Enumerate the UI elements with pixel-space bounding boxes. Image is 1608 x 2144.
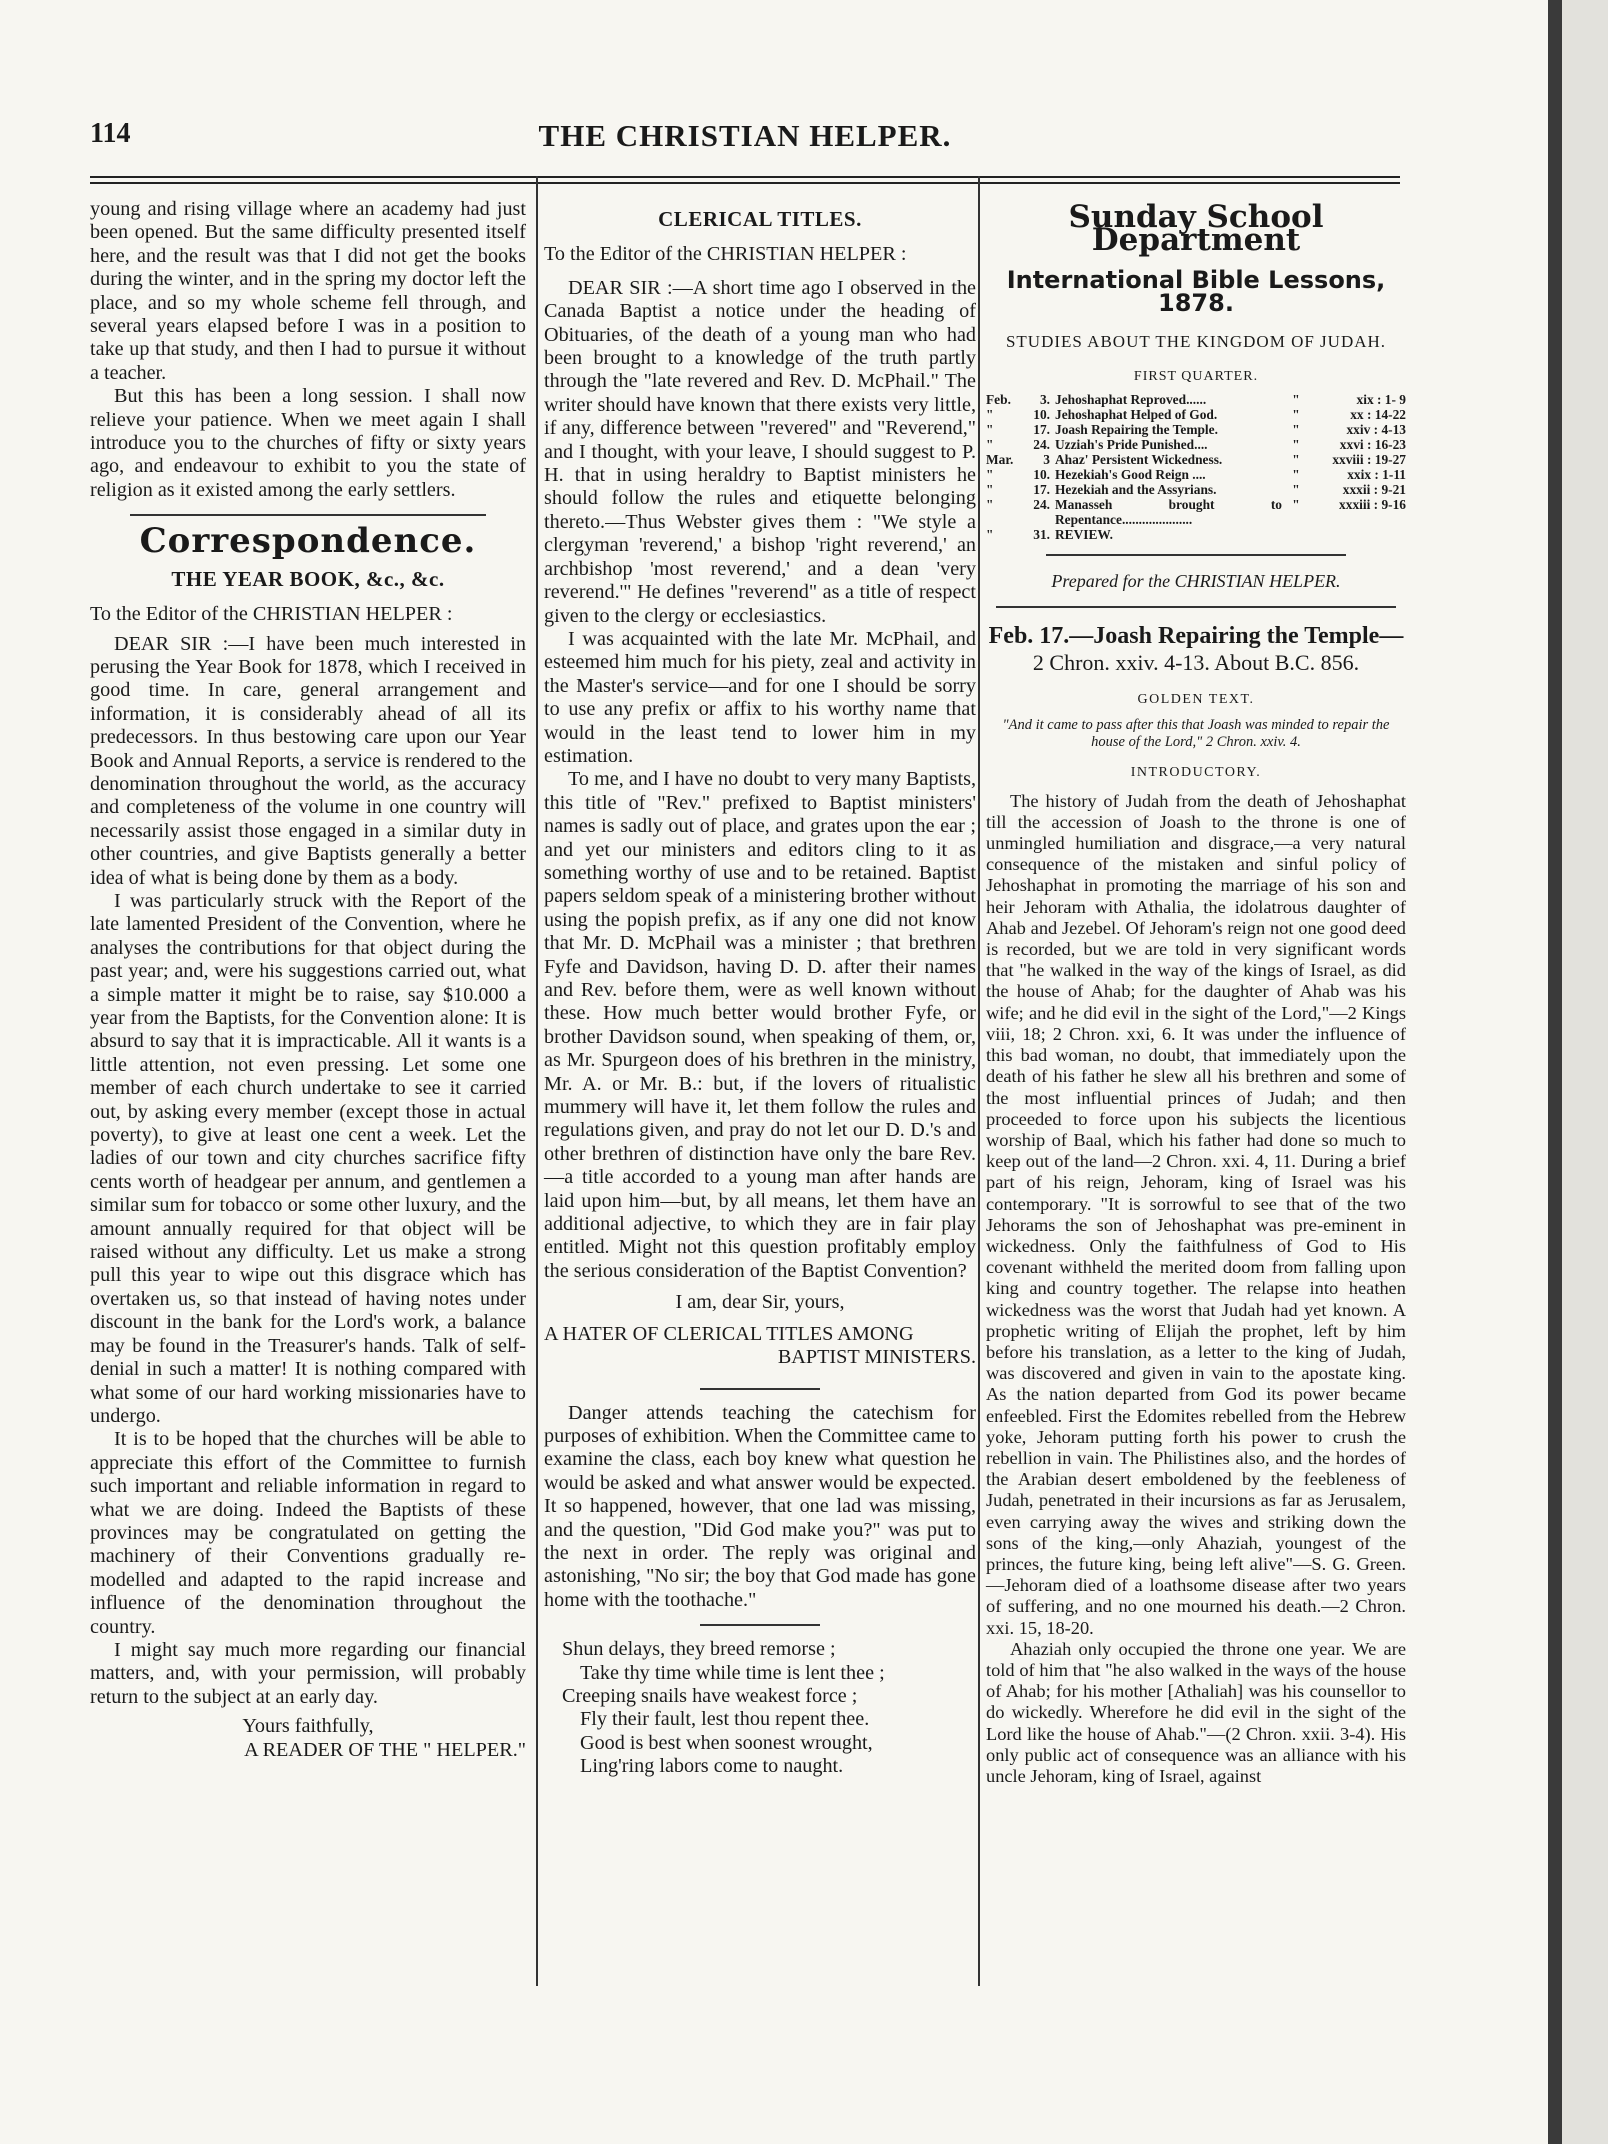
page-edge-shadow bbox=[1548, 0, 1562, 2144]
lesson-month: " bbox=[986, 437, 994, 453]
letter-signature-line2: BAPTIST MINISTERS. bbox=[777, 1346, 976, 1369]
lesson-month: Feb. bbox=[986, 392, 1011, 408]
lesson-day: 17. bbox=[1033, 422, 1050, 438]
continuation-paragraph: young and rising village where an academy had just been opened. But the same difficulty presented itself here, and the result was that I did not get the books during the winter, and in the spring my doctor left the place, and so my whole scheme fell through, and several years elapsed before I was in a position to take up that study, and then I had to pursue it without a teacher. bbox=[90, 198, 526, 384]
continuation-paragraph: But this has been a long session. I shall now relieve your patience. When we meet again I shall introduce you to the churches of fifty or sixty years ago, and endeavour to exhibit to you the state of religion as it existed among the early settlers. bbox=[90, 385, 526, 501]
lesson-ref: xxiv : 4-13 bbox=[1346, 422, 1406, 438]
lesson-q: " bbox=[1292, 452, 1300, 468]
column-3 bbox=[986, 198, 1406, 1787]
section-divider bbox=[1046, 554, 1346, 556]
lesson-month: " bbox=[986, 407, 994, 423]
lesson-ref: xxvi : 16-23 bbox=[1339, 437, 1406, 453]
letter-title: THE YEAR BOOK, &c., &c. bbox=[171, 566, 445, 591]
letter-closing: I am, dear Sir, yours, bbox=[675, 1291, 845, 1314]
poem-line: Creeping snails have weakest force ; bbox=[562, 1684, 858, 1707]
section-divider bbox=[996, 606, 1396, 608]
lesson-row bbox=[986, 527, 1406, 542]
lesson-day: 24. bbox=[1033, 437, 1050, 453]
lesson-q: " bbox=[1292, 407, 1300, 423]
lesson-title: Manasseh brought to Repentance..................... bbox=[1055, 497, 1282, 528]
lesson-month: " bbox=[986, 422, 994, 438]
lesson-day: 3 bbox=[1043, 452, 1050, 468]
lesson-row bbox=[986, 407, 1406, 422]
letter-closing: Yours faithfully, bbox=[242, 1715, 374, 1738]
letter-paragraph: I was acquainted with the late Mr. McPhail, and esteemed him much for his piety, zeal and activity in the Master's service—and for one I should be sorry to use any prefix or affix to his worthy name that would in the least tend to lower him in my estimation. bbox=[544, 627, 976, 767]
lesson-title: Jehoshaphat Reproved...... bbox=[1055, 392, 1207, 408]
letter-paragraph: To me, and I have no doubt to very many Baptists, this title of "Rev." prefixed to Baptist ministers' names is sadly out of place, and grates upon the ear ; and yet our ministers and editors cling to it as something worthy of use and to be retained. Baptist papers seldom speak of a ministering brother without using the popish prefix, as if any one did not know that Mr. D. McPhail was a minister ; that brethren Fyfe and Davidson, having D. D. after their names and Rev. before them, were as well known without these. How much better would brother Fyfe, or brother Davidson sound, when speaking of them, or, as Mr. Spurgeon does of his brethren in the ministry, Mr. A. or Mr. B.: but, if the lovers of ritualistic mummery will have it, let them follow the rules and regulations given, and pray do not let our D. D.'s and other brethren of distinction have only the bare Rev.—a title accorded to a young man after hands are laid upon him—but, by all means, let them have an additional adjective, to which they are in fair play entitled. Might not this question profitably employ the serious consideration of the Baptist Convention? bbox=[544, 768, 976, 1282]
column-1 bbox=[90, 198, 526, 1762]
lesson-month: " bbox=[986, 467, 994, 483]
lesson-month: " bbox=[986, 527, 994, 543]
letter-paragraph: DEAR SIR :—I have been much interested in perusing the Year Book for 1878, which I received in good time. In care, general arrangement and information, it is considerably ahead of all its predecessors. In thus bestowing care upon our Year Book and Annual Reports, a service is rendered to the denomination throughout the world, as the accuracy and completeness of the volume in one country will necessarily assist those engaged in a similar duty in other countries, and give Baptists generally a better idea of what is being done by them as a body. bbox=[90, 632, 526, 889]
column-divider-2 bbox=[978, 176, 980, 1986]
lesson-ref: xix : 1- 9 bbox=[1356, 392, 1406, 408]
golden-text-label: GOLDEN TEXT. bbox=[1137, 691, 1255, 707]
lesson-title: Uzziah's Pride Punished.... bbox=[1055, 437, 1208, 453]
lesson-paragraph: The history of Judah from the death of Jehoshaphat till the accession of Joash to the throne is one of unmingled humiliation and disgrace,—a very natural consequence of the mistaken and sinful policy of Jehoshaphat in promoting the marriage of his son and heir Jehoram with Athalia, the idolatrous daughter of Ahab and Jezebel. Of Jehoram's reign not one good deed is recorded, but we are told in very significant words that "he walked in the way of the kings of Israel, as did the house of Ahab; for the daughter of Ahab was his wife; and he did evil in the sight of the Lord,"—2 Kings viii, 18; 2 Chron. xxi, 6. It was under the influence of this bad woman, no doubt, that immediately upon the death of his father he slew all his brethren and some of the most influential princes of Judah; and then proceeded to force upon his subjects the licentious worship of Baal, which his father had done so much to keep out of the land—2 Chron. xxi. 4, 11. During a brief part of his reign, Jehoram, king of Israel was his contemporary. "It is sorrowful to see that of the two Jehorams the son of Jehoshaphat was pre-eminent in wickedness. Only the faithfulness of God to His covenant withheld the merited doom from falling upon king and country together. The relapse into heathen wickedness was the worst that Judah had yet known. A prophetic writing of Elijah the prophet, left by him before his translation, as a letter to the king of Judah, was discovered and given in vain to the apostate king. As the nation departed from God its power became enfeebled. First the Edomites rebelled from the Hebrew yoke, Jehoram putting forth his power to crush the rebellion in vain. The Philistines also, and the hordes of the Arabian desert emboldened by the feebleness of Judah, penetrated in their incursions as far as Jerusalem, even carrying away the wives and striking down the sons of the king,—only Ahaziah, youngest of the princes, the future king, being left alive"—S. G. Green.—Jehoram died of a loathsome disease after two years of suffering, and no one mourned his death.—2 Chron. xxi. 15, 18-20. bbox=[986, 790, 1406, 1638]
lesson-title: Joash Repairing the Temple. bbox=[1055, 422, 1218, 438]
lesson-month: " bbox=[986, 497, 994, 513]
lesson-day: 17. bbox=[1033, 482, 1050, 498]
poem-line: Take thy time while time is lent thee ; bbox=[580, 1661, 885, 1684]
lesson-q: " bbox=[1292, 437, 1300, 453]
letter-signature-line1: A HATER OF CLERICAL TITLES AMONG bbox=[544, 1322, 914, 1345]
section-divider bbox=[700, 1624, 820, 1626]
lesson-ref bbox=[1310, 527, 1406, 542]
scan-margin bbox=[1562, 0, 1608, 2144]
lesson-title: Hezekiah's Good Reign .... bbox=[1055, 467, 1206, 483]
lesson-title: REVIEW. bbox=[1055, 527, 1113, 543]
sunday-school-department-title: Sunday School Department bbox=[1068, 199, 1324, 259]
section-divider bbox=[700, 1388, 820, 1390]
lesson-q: " bbox=[1292, 497, 1300, 513]
lesson-q: " bbox=[1292, 482, 1300, 498]
golden-text: "And it came to pass after this that Joash was minded to repair the house of the Lord," 2 Chron. xxiv. 4. bbox=[1002, 717, 1390, 751]
letter-paragraph: I might say much more regarding our financial matters, and, with your permission, will probably return to the subject at an early day. bbox=[90, 1638, 526, 1708]
lesson-title: Ahaz' Persistent Wickedness. bbox=[1055, 452, 1223, 468]
lesson-reference: 2 Chron. xxiv. 4-13. About B.C. 856. bbox=[1032, 649, 1360, 675]
lesson-q: " bbox=[1292, 467, 1300, 483]
letter-paragraph: It is to be hoped that the churches will be able to appreciate this effort of the Committee to furnish such important and reliable information in regard to what we are doing. Indeed the Baptists of these provinces may be congratulated on getting the machinery of their Conventions gradually re-modelled and adapted to the rapid increase and influence of the denomination throughout the country. bbox=[90, 1428, 526, 1638]
lesson-row bbox=[986, 497, 1406, 527]
quarter-title: FIRST QUARTER. bbox=[1133, 369, 1259, 385]
lesson-q: " bbox=[1292, 422, 1300, 438]
lesson-month: Mar. bbox=[986, 452, 1014, 468]
lesson-day: 3. bbox=[1039, 392, 1050, 408]
letter-paragraph: DEAR SIR :—A short time ago I observed in the Canada Baptist a notice under the heading of Obituaries, of the death of a young man who had been brought to a knowledge of the truth partly through the "late revered and Rev. D. McPhail." The writer should have known that there exists very little, if any, difference between "revered" and "Reverend," and I thought, with your leave, I should suggest to P. H. that in using heraldry to Baptist ministers he should follow the rules and etiquette belonging thereto.—Thus Webster gives them : "We style a clergyman 'reverend,' a bishop 'right reverend,' an archbishop 'most reverend,' and a dean 'very reverend.'" He defines "reverend" as a title of respect given to the clergy or ecclesiastics. bbox=[544, 276, 976, 627]
studies-title: STUDIES ABOUT THE KINGDOM OF JUDAH. bbox=[1005, 331, 1387, 351]
lesson-heading: Feb. 17.—Joash Repairing the Temple— bbox=[988, 622, 1404, 649]
lessons-table bbox=[986, 392, 1406, 542]
letter-salutation: To the Editor of the CHRISTIAN HELPER : bbox=[544, 243, 907, 266]
correspondence-title: Correspondence. bbox=[139, 521, 477, 562]
lesson-title: Hezekiah and the Assyrians. bbox=[1055, 482, 1217, 498]
lesson-ref: xx : 14-22 bbox=[1350, 407, 1406, 423]
lesson-row bbox=[986, 467, 1406, 482]
lesson-day: 10. bbox=[1033, 407, 1050, 423]
column-2 bbox=[544, 198, 976, 1779]
clerical-titles-heading: CLERICAL TITLES. bbox=[658, 207, 862, 231]
lesson-day: 24. bbox=[1033, 497, 1050, 513]
letter-signature: A READER OF THE " HELPER." bbox=[244, 1738, 526, 1761]
lesson-row bbox=[986, 482, 1406, 497]
lesson-ref: xxix : 1-11 bbox=[1347, 467, 1406, 483]
poem-line: Shun delays, they breed remorse ; bbox=[562, 1638, 836, 1661]
lesson-title: Jehoshaphat Helped of God. bbox=[1055, 407, 1218, 423]
prepared-for: Prepared for the CHRISTIAN HELPER. bbox=[1051, 571, 1341, 592]
lesson-ref: xxxiii : 9-16 bbox=[1339, 497, 1406, 513]
poem-line: Ling'ring labors come to naught. bbox=[580, 1755, 844, 1778]
poem bbox=[544, 1638, 976, 1778]
poem-line: Good is best when soonest wrought, bbox=[580, 1731, 873, 1754]
header-rule-bottom bbox=[90, 182, 1400, 184]
header-rule-top bbox=[90, 176, 1400, 178]
page-header bbox=[90, 118, 1400, 158]
bible-lessons-title: International Bible Lessons, 1878. bbox=[1006, 265, 1386, 318]
lesson-row bbox=[986, 392, 1406, 407]
running-title: THE CHRISTIAN HELPER. bbox=[538, 118, 952, 153]
lesson-row bbox=[986, 422, 1406, 437]
section-divider bbox=[130, 514, 486, 516]
lesson-q bbox=[1282, 527, 1310, 542]
lesson-row bbox=[986, 452, 1406, 467]
lesson-ref: xxxii : 9-21 bbox=[1342, 482, 1406, 498]
lesson-month: " bbox=[986, 482, 994, 498]
catechism-anecdote: Danger attends teaching the catechism for purposes of exhibition. When the Committee came to examine the class, each boy knew what question he would be asked and what answer would be expected. It so happened, however, that one lad was missing, and the question, "Did God make you?" was put to the next in order. The reply was original and astonishing, "No sir; the boy that God made has gone home with the toothache." bbox=[544, 1401, 976, 1611]
lesson-day: 10. bbox=[1033, 467, 1050, 483]
letter-paragraph: I was particularly struck with the Report of the late lamented President of the Convention, where he analyses the contributions for that object during the past year; and, were his suggestions carried out, what a simple matter it might be to raise, say $10.000 a year from the Baptists, for the Convention alone: It is absurd to say that it is impracticable. All it wants is a little attention, not even pressing. Let some one member of each church undertake to see it carried out, by asking every member (except those in actual poverty), to give at least one cent a week. Let the ladies of our town and city churches sacrifice fifty cents worth of headgear per annum, and gentlemen a similar sum for tobacco or some other luxury, and the amount annually required for that object will be raised without any difficulty. Let us make a strong pull this year to wipe out this disgrace which has overtaken us, so that instead of having notes under discount in the bank for the Lord's work, a balance may be found in the Treasurer's hands. Talk of self-denial in such a matter! It is nothing compared with what some of our hard working missionaries have to undergo. bbox=[90, 889, 526, 1427]
lesson-q: " bbox=[1292, 392, 1300, 408]
introductory-label: INTRODUCTORY. bbox=[1130, 765, 1262, 781]
poem-line: Fly their fault, lest thou repent thee. bbox=[580, 1708, 870, 1731]
letter-salutation: To the Editor of the CHRISTIAN HELPER : bbox=[90, 603, 453, 626]
lesson-paragraph: Ahaziah only occupied the throne one year. We are told of him that "he also walked in the ways of the house of Ahab; for his mother [Athaliah] was his counsellor to do wickedly. Wherefore he did evil in the sight of the Lord like the house of Ahab."—(2 Chron. xxii. 3-4). His only public act of consequence was an alliance with his uncle Jehoram, king of Israel, against bbox=[986, 1638, 1406, 1786]
lesson-day: 31. bbox=[1033, 527, 1050, 543]
page-number: 114 bbox=[90, 118, 131, 149]
column-divider-1 bbox=[536, 176, 538, 1986]
lesson-row bbox=[986, 437, 1406, 452]
lesson-ref: xxviii : 19-27 bbox=[1332, 452, 1406, 468]
